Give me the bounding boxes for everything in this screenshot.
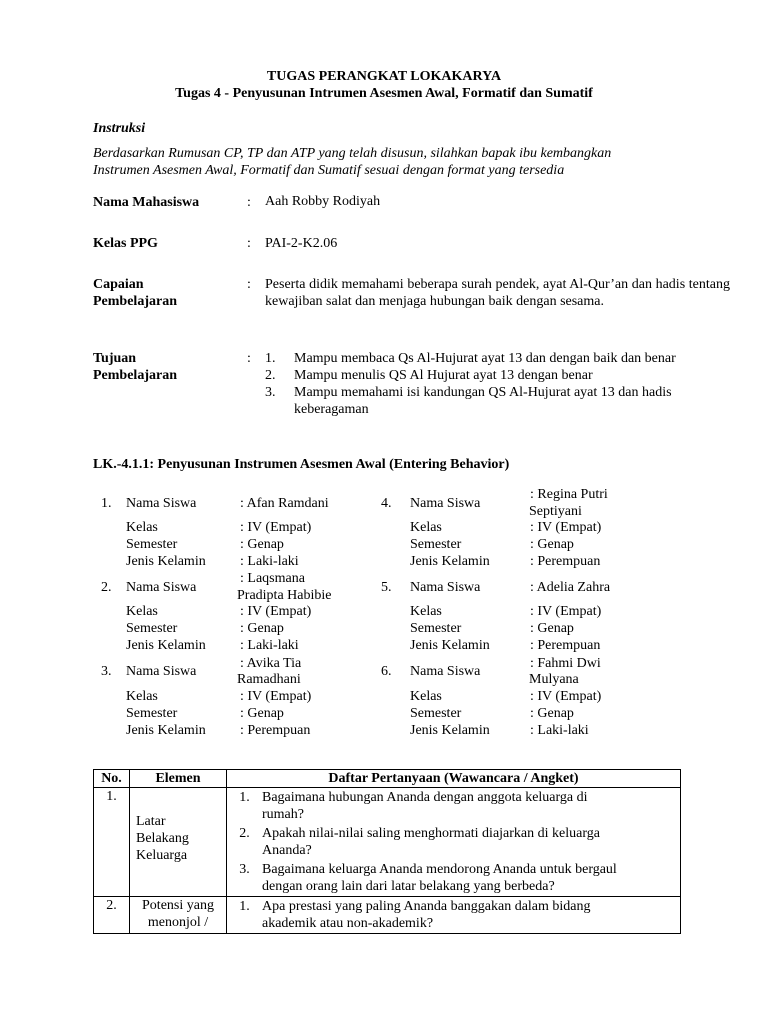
document-title: TUGAS PERANGKAT LOKAKARYA: [266, 69, 502, 84]
lk-heading: LK.-4.1.1: Penyusunan Instrumen Asesmen Awal (Entering Behavior): [93, 457, 510, 472]
student-name-cont: Septiyani: [529, 504, 582, 519]
student-name: : Laqsmana: [240, 571, 305, 586]
kelas-label: Kelas: [410, 604, 442, 619]
student-semester: : Genap: [240, 706, 284, 721]
jenis-kelamin-label: Jenis Kelamin: [126, 554, 206, 569]
header-no: No.: [94, 770, 130, 788]
nama-siswa-label: Nama Siswa: [410, 580, 481, 595]
question-number: 1.: [239, 790, 250, 805]
question-text-cont: rumah?: [262, 807, 304, 822]
tujuan-item-text-cont: keberagaman: [294, 402, 369, 417]
jenis-kelamin-label: Jenis Kelamin: [126, 723, 206, 738]
semester-label: Semester: [126, 621, 178, 636]
student-name-cont: Mulyana: [529, 672, 579, 687]
student-semester: : Genap: [240, 537, 284, 552]
semester-label: Semester: [126, 537, 178, 552]
nama-mahasiswa-label: Nama Mahasiswa: [93, 195, 200, 210]
semester-label: Semester: [126, 706, 178, 721]
student-name: : Regina Putri: [530, 487, 608, 502]
kelas-label: Kelas: [126, 689, 158, 704]
question-text-cont: Ananda?: [262, 843, 312, 858]
row-elemen: [130, 897, 227, 934]
nama-siswa-label: Nama Siswa: [410, 496, 481, 511]
tujuan-list: [265, 350, 735, 418]
student-semester: : Genap: [240, 621, 284, 636]
row-questions: [227, 897, 681, 934]
row-number: 2.: [94, 897, 130, 934]
kelas-label: Kelas: [410, 520, 442, 535]
question-number: 1.: [239, 899, 250, 914]
question-text-cont: dengan orang lain dari latar belakang yang berbeda?: [262, 879, 555, 894]
student-kelas: : IV (Empat): [240, 604, 312, 619]
colon: :: [247, 195, 251, 210]
nama-mahasiswa-value: Aah Robby Rodiyah: [265, 194, 381, 209]
student-semester: : Genap: [530, 537, 574, 552]
nama-siswa-label: Nama Siswa: [126, 580, 197, 595]
kelas-ppg-value: PAI-2-K2.06: [265, 236, 338, 251]
question-text: Apakah nilai-nilai saling menghormati diajarkan di keluarga: [262, 826, 600, 841]
student-kelas: : IV (Empat): [240, 520, 312, 535]
tujuan-item: [265, 350, 735, 367]
nama-siswa-label: Nama Siswa: [126, 664, 197, 679]
student-name: : Fahmi Dwi: [530, 656, 601, 671]
student-number: 1.: [101, 496, 112, 511]
student-semester: : Genap: [530, 706, 574, 721]
tujuan-item-text: Mampu membaca Qs Al-Hujurat ayat 13 dan dengan baik dan benar: [294, 351, 676, 366]
instruction-heading: Instruksi: [93, 121, 146, 136]
elemen-line: menonjol /: [147, 915, 209, 930]
jenis-kelamin-label: Jenis Kelamin: [410, 638, 490, 653]
student-jenis-kelamin: : Laki-laki: [240, 638, 299, 653]
capaian-label-line-2: Pembelajaran: [93, 294, 177, 309]
student-number: 4.: [381, 496, 392, 511]
instruction-line-2: Instrumen Asesmen Awal, Formatif dan Sumatif sesuai dengan format yang tersedia: [93, 163, 565, 178]
table-row: [94, 788, 681, 897]
student-kelas: : IV (Empat): [530, 604, 602, 619]
tujuan-item-number: 2.: [265, 368, 276, 383]
tujuan-item: [265, 384, 735, 418]
tujuan-item: [265, 367, 735, 384]
elemen-line: Belakang: [136, 831, 189, 846]
jenis-kelamin-label: Jenis Kelamin: [126, 638, 206, 653]
tujuan-item-text: Mampu memahami isi kandungan QS Al-Hujurat ayat 13 dan hadis: [294, 385, 672, 400]
table-row: [94, 897, 681, 934]
jenis-kelamin-label: Jenis Kelamin: [410, 723, 490, 738]
jenis-kelamin-label: Jenis Kelamin: [410, 554, 490, 569]
header-daftar-pertanyaan: Daftar Pertanyaan (Wawancara / Angket): [227, 770, 681, 788]
student-number: 2.: [101, 580, 112, 595]
question-text-cont: akademik atau non-akademik?: [262, 916, 434, 931]
tujuan-item-text: Mampu menulis QS Al Hujurat ayat 13 dengan benar: [294, 368, 593, 383]
student-jenis-kelamin: : Laki-laki: [240, 554, 299, 569]
instruction-line-1: Berdasarkan Rumusan CP, TP dan ATP yang telah disusun, silahkan bapak ibu kembangkan: [93, 146, 612, 161]
nama-siswa-label: Nama Siswa: [410, 664, 481, 679]
kelas-label: Kelas: [126, 520, 158, 535]
question-text: Bagaimana keluarga Ananda mendorong Ananda untuk bergaul: [262, 862, 617, 877]
elemen-line: Keluarga: [136, 848, 188, 863]
student-kelas: : IV (Empat): [530, 520, 602, 535]
student-name: : Afan Ramdani: [240, 496, 329, 511]
question-number: 2.: [239, 826, 250, 841]
student-kelas: : IV (Empat): [240, 689, 312, 704]
kelas-ppg-label: Kelas PPG: [93, 236, 158, 251]
student-name-cont: Pradipta Habibie: [237, 588, 332, 603]
header-elemen: Elemen: [130, 770, 227, 788]
question-table: [93, 769, 681, 934]
tujuan-item-number: 3.: [265, 385, 276, 400]
row-number: 1.: [94, 788, 130, 897]
capaian-value: Peserta didik memahami beberapa surah pendek, ayat Al-Qur’an dan hadis tentang kewajiban salat dan menjaga hubungan baik dengan sesama.: [265, 277, 730, 309]
elemen-line: Potensi yang: [142, 898, 214, 913]
question-item: [227, 824, 680, 860]
student-semester: : Genap: [530, 621, 574, 636]
question-text: Apa prestasi yang paling Ananda banggakan dalam bidang: [262, 899, 591, 914]
student-name: : Avika Tia: [240, 656, 302, 671]
colon: :: [247, 277, 251, 292]
student-number: 6.: [381, 664, 392, 679]
student-jenis-kelamin: : Laki-laki: [530, 723, 589, 738]
semester-label: Semester: [410, 537, 462, 552]
question-item: [227, 860, 680, 896]
nama-siswa-label: Nama Siswa: [126, 496, 197, 511]
question-number: 3.: [239, 862, 250, 877]
student-number: 5.: [381, 580, 392, 595]
question-item: [227, 788, 680, 824]
question-item: [227, 897, 680, 933]
document-subtitle: Tugas 4 - Penyusunan Intrumen Asesmen Awal, Formatif dan Sumatif: [175, 86, 593, 101]
student-name: : Adelia Zahra: [530, 580, 611, 595]
tujuan-label-line-2: Pembelajaran: [93, 368, 177, 383]
tujuan-label-line-1: Tujuan: [93, 351, 137, 366]
tujuan-item-number: 1.: [265, 351, 276, 366]
student-name-cont: Ramadhani: [237, 672, 301, 687]
kelas-label: Kelas: [410, 689, 442, 704]
student-number: 3.: [101, 664, 112, 679]
student-jenis-kelamin: : Perempuan: [240, 723, 311, 738]
semester-label: Semester: [410, 621, 462, 636]
capaian-label-line-1: Capaian: [93, 277, 144, 292]
row-elemen: [130, 788, 227, 897]
row-questions: [227, 788, 681, 897]
colon: :: [247, 236, 251, 251]
question-text: Bagaimana hubungan Ananda dengan anggota keluarga di: [262, 790, 588, 805]
kelas-label: Kelas: [126, 604, 158, 619]
elemen-line: Latar: [136, 814, 166, 829]
student-kelas: : IV (Empat): [530, 689, 602, 704]
colon: :: [247, 351, 251, 366]
semester-label: Semester: [410, 706, 462, 721]
student-jenis-kelamin: : Perempuan: [530, 638, 601, 653]
table-header-row: [94, 770, 681, 788]
student-jenis-kelamin: : Perempuan: [530, 554, 601, 569]
